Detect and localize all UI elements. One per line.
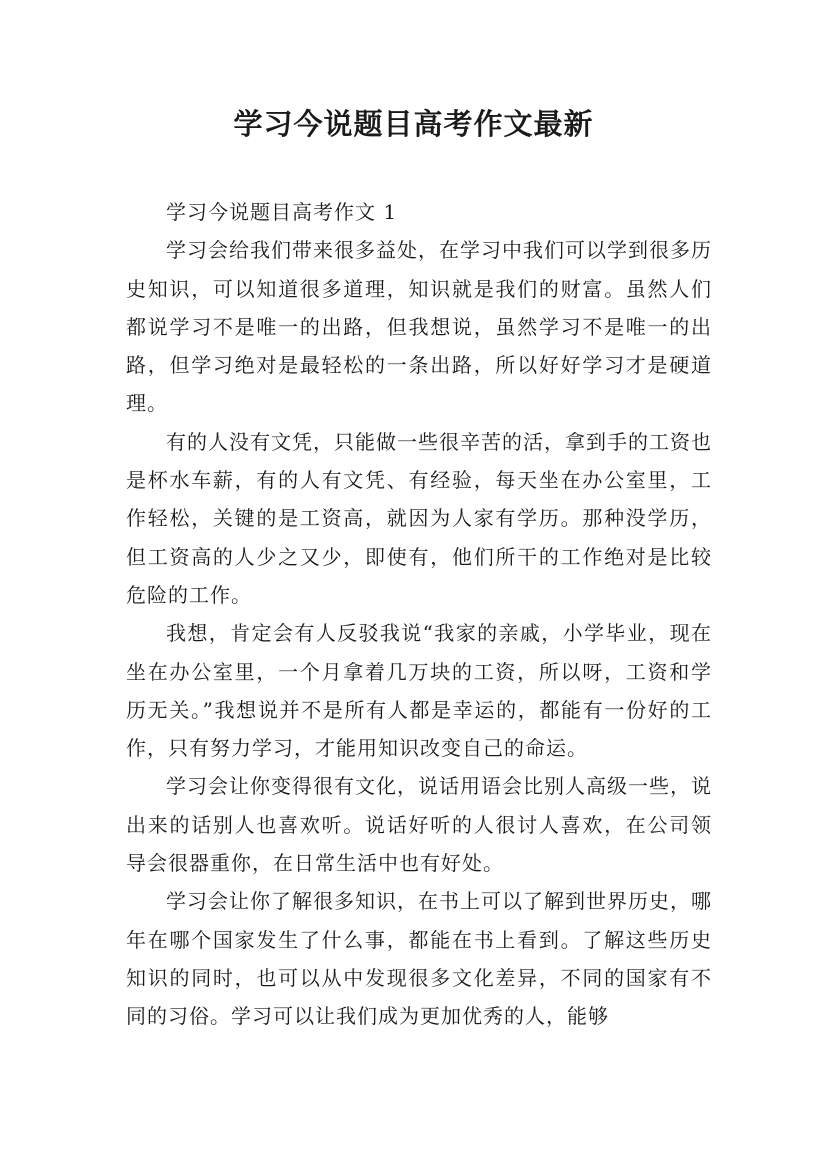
paragraph-5: 学习会让你了解很多知识，在书上可以了解到世界历史，哪年在哪个国家发生了什么事，都能在书上看到。了解这些历史知识的同时，也可以从中发现很多文化差异，不同的国家有不同的习俗。学习可以让我们成为更加优秀的人，能够 xyxy=(126,889,712,1029)
paragraph-4: 学习会让你变得很有文化，说话用语会比别人高级一些，说出来的话别人也喜欢听。说话好听的人很讨人喜欢，在公司领导会很器重你，在日常生活中也有好处。 xyxy=(126,774,712,876)
document-title: 学习今说题目高考作文最新 xyxy=(233,107,594,141)
paragraph-3: 我想，肯定会有人反驳我说“我家的亲戚，小学毕业，现在坐在办公室里，一个月拿着几万块的工资，所以呀，工资和学历无关。”我想说并不是所有人都是幸运的，都能有一份好的工作，只有努力学习，才能用知识改变自己的命运。 xyxy=(126,621,712,761)
essay-subtitle: 学习今说题目高考作文 1 xyxy=(166,200,398,224)
document-body xyxy=(126,193,712,1036)
paragraph-1: 学习会给我们带来很多益处，在学习中我们可以学到很多历史知识，可以知道很多道理，知识就是我们的财富。虽然人们都说学习不是唯一的出路，但我想说，虽然学习不是唯一的出路，但学习绝对是最轻松的一条出路，所以好好学习才是硬道理。 xyxy=(126,238,712,416)
paragraph-2: 有的人没有文凭，只能做一些很辛苦的活，拿到手的工资也是杯水车薪，有的人有文凭、有经验，每天坐在办公室里，工作轻松，关键的是工资高，就因为人家有学历。那种没学历，但工资高的人少之又少，即使有，他们所干的工作绝对是比较危险的工作。 xyxy=(126,429,712,607)
